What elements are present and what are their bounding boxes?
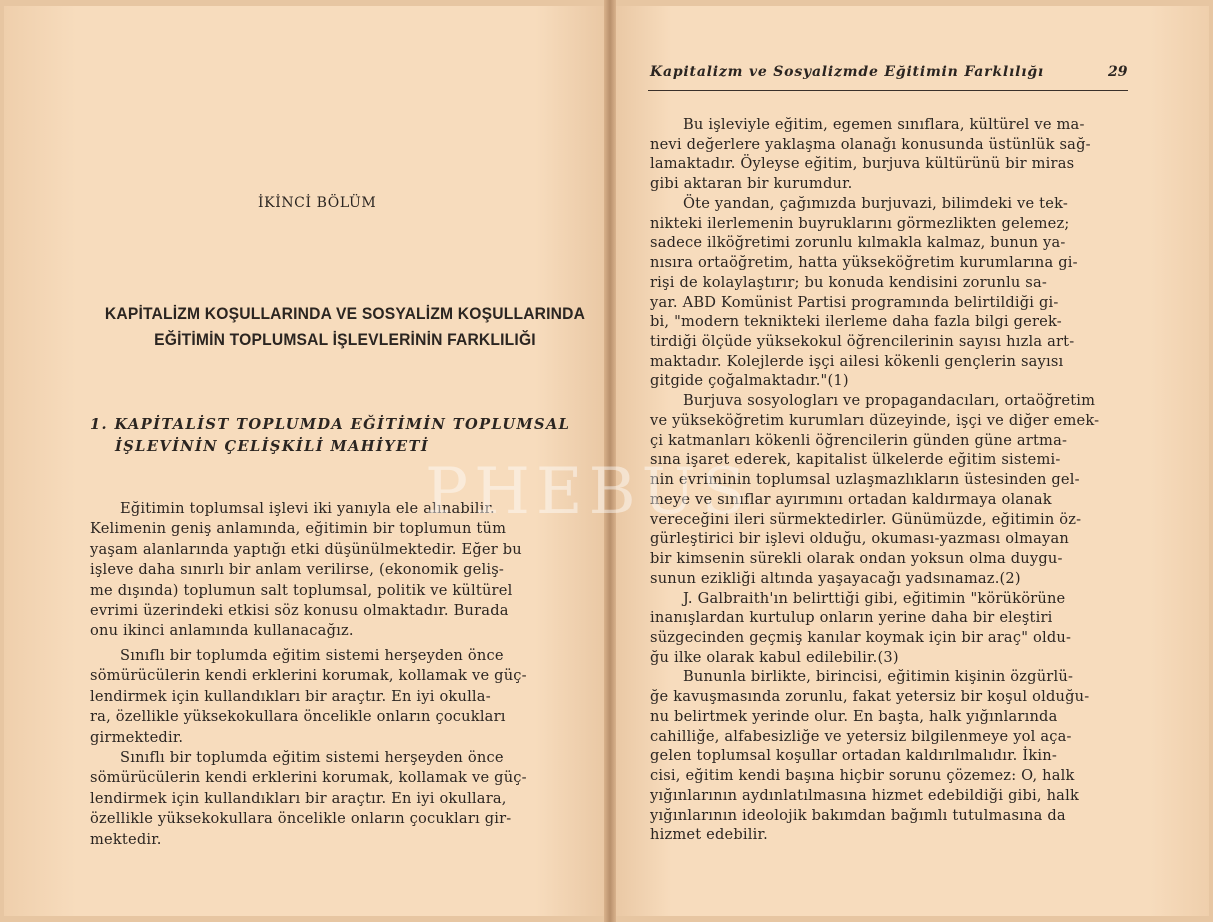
right-text-line: süzgecinden geçmiş kanılar koymak için bir araç" oldu- <box>650 628 1072 646</box>
right-text-line: nısıra ortaöğretim, hatta yükseköğretim kurumlarına gi- <box>650 254 1078 272</box>
left-text-line: lendirmek için kullandıkları bir araçtır. En iyi okulla- <box>90 687 491 705</box>
chapter-title-line-2: EĞİTİMİN TOPLUMSAL İŞLEVLERİNİN FARKLILIĞI <box>154 330 536 349</box>
section-heading-line-2: İŞLEVİNİN ÇELİŞKİLİ MAHİYETİ <box>115 438 430 455</box>
running-head: Kapitalizm ve Sosyalizmde Eğitimin Farklılığı <box>650 64 1045 80</box>
left-text-line: Eğitimin toplumsal işlevi iki yanıyla ele alınabilir. <box>120 500 495 517</box>
right-text-line: cahilliğe, alfabesizliğe ve yetersiz bilgilenmeye yol aça- <box>650 727 1072 745</box>
left-text-line: özellikle yüksekokullara öncelikle onların çocukları gir- <box>90 810 512 828</box>
right-text-line: nikteki ilerlemenin buyruklarını görmezlikten gelemez; <box>650 214 1070 232</box>
header-rule <box>648 90 1128 91</box>
right-text-line: Öte yandan, çağımızda burjuvazi, bilimdeki ve tek- <box>683 194 1068 212</box>
right-text-line: sadece ilköğretimi zorunlu kılmakla kalmaz, bunun ya- <box>650 234 1066 252</box>
right-text-line: bi, "modern teknikteki ilerleme daha fazla bilgi gerek- <box>650 313 1062 331</box>
left-text-line: Sınıflı bir toplumda eğitim sistemi herşeyden önce <box>120 647 504 664</box>
left-text-line: Sınıflı bir toplumda eğitim sistemi herşeyden önce <box>120 749 504 766</box>
left-text-line: sömürücülerin kendi erklerini korumak, kollamak ve güç- <box>90 667 527 685</box>
right-text-line: ğu ilke olarak kabul edilebilir.(3) <box>650 648 899 666</box>
left-text-line: ra, özellikle yüksekokullara öncelikle onların çocukları <box>90 708 506 726</box>
right-text-line: meye ve sınıflar ayırımını ortadan kaldırmaya olanak <box>650 490 1052 508</box>
left-text-line: mektedir. <box>90 830 162 848</box>
right-text-line: hizmet edebilir. <box>650 826 768 844</box>
right-text-line: Burjuva sosyologları ve propagandacıları, ortaöğretim <box>683 392 1096 410</box>
right-text-line: gelen toplumsal koşullar ortadan kaldırılmalıdır. İkin- <box>650 747 1057 765</box>
right-text-line: maktadır. Kolejlerde işçi ailesi kökenli gençlerin sayısı <box>650 352 1064 370</box>
left-text-line: işleve daha sınırlı bir anlam verilirse, (ekonomik geliş- <box>90 561 505 579</box>
right-text-line: cisi, eğitim kendi başına hiçbir sorunu çözemez: O, halk <box>650 767 1075 785</box>
right-text-line: sına işaret ederek, kapitalist ülkelerde eğitim sistemi- <box>650 451 1061 469</box>
right-text-line: rişi de kolaylaştırır; bu konuda kendisini zorunlu sa- <box>650 273 1047 291</box>
right-text-line: nevi değerlere yaklaşma olanağı konusunda üstünlük sağ- <box>650 135 1091 153</box>
right-text-line: nin evriminin toplumsal uzlaşmazlıkların üstesinden gel- <box>650 471 1080 489</box>
right-text-line: J. Galbraith'ın belirttiği gibi, eğitimin "körükörüne <box>683 589 1066 607</box>
right-text-line: gürleştirici bir işlevi olduğu, okuması-yazması olmayan <box>650 530 1069 548</box>
left-text-line: sömürücülerin kendi erklerini korumak, kollamak ve güç- <box>90 769 527 787</box>
right-text-line: gibi aktaran bir kurumdur. <box>650 175 853 193</box>
left-text-line: Kelimenin geniş anlamında, eğitimin bir toplumun tüm <box>90 520 507 538</box>
left-text-line: onu ikinci anlamında kullanacağız. <box>90 622 354 640</box>
left-text-line: lendirmek için kullandıkları bir araçtır. En iyi okullara, <box>90 789 507 807</box>
left-text-line: me dışında) toplumun salt toplumsal, politik ve kültürel <box>90 581 513 599</box>
right-text-line: yığınlarının ideolojik bakımdan bağımlı tutulmasına da <box>650 806 1066 824</box>
left-text-line: girmektedir. <box>90 728 184 746</box>
right-text-line: yığınlarının aydınlatılmasına hizmet edebildiği gibi, halk <box>650 786 1079 804</box>
right-text-line: ğe kavuşmasında zorunlu, fakat yetersiz bir koşul olduğu- <box>650 688 1090 706</box>
right-text-line: tirdiği ölçüde yüksekokul öğrencilerinin sayısı hızla art- <box>650 333 1075 351</box>
chapter-title-line-1: KAPİTALİZM KOŞULLARINDA VE SOSYALİZM KOŞULLARINDA <box>104 304 586 323</box>
left-text-line: evrimi üzerindeki etkisi söz konusu olmaktadır. Burada <box>90 602 509 619</box>
right-text-line: nu belirtmek yerinde olur. En başta, halk yığınlarında <box>650 707 1058 725</box>
watermark: PHEBUS <box>425 455 752 529</box>
section-heading-line-1: 1. KAPİTALİST TOPLUMDA EĞİTİMİN TOPLUMSAL <box>90 416 571 433</box>
right-text-line: sunun ezikliği altında yaşayacağı yadsınamaz.(2) <box>650 569 1021 587</box>
chapter-heading: İKİNCİ BÖLÜM <box>258 195 377 211</box>
right-text-line: lamaktadır. Öyleyse eğitim, burjuva kültürünü bir miras <box>650 155 1075 173</box>
right-text-line: Bununla birlikte, birincisi, eğitimin kişinin özgürlü- <box>683 668 1074 686</box>
page-number: 29 <box>1108 64 1128 80</box>
right-text-line: Bu işleviyle eğitim, egemen sınıflara, kültürel ve ma- <box>683 116 1085 133</box>
right-text-line: gitgide çoğalmaktadır."(1) <box>650 372 849 390</box>
right-text-line: ve yükseköğretim kurumları düzeyinde, işçi ve diğer emek- <box>650 411 1100 429</box>
right-text-line: çi katmanları kökenli öğrencilerin günden güne artma- <box>650 431 1068 449</box>
right-text-line: yar. ABD Komünist Partisi programında belirtildiği gi- <box>650 293 1059 311</box>
right-text-line: inanışlardan kurtulup onların yerine daha bir eleştiri <box>650 609 1053 627</box>
right-text-line: bir kimsenin sürekli olarak ondan yoksun olma duygu- <box>650 550 1063 568</box>
right-text-line: vereceğini ileri sürmektedirler. Günümüzde, eğitimin öz- <box>650 510 1082 528</box>
left-text-line: yaşam alanlarında yaptığı etki düşünülmektedir. Eğer bu <box>90 540 522 558</box>
